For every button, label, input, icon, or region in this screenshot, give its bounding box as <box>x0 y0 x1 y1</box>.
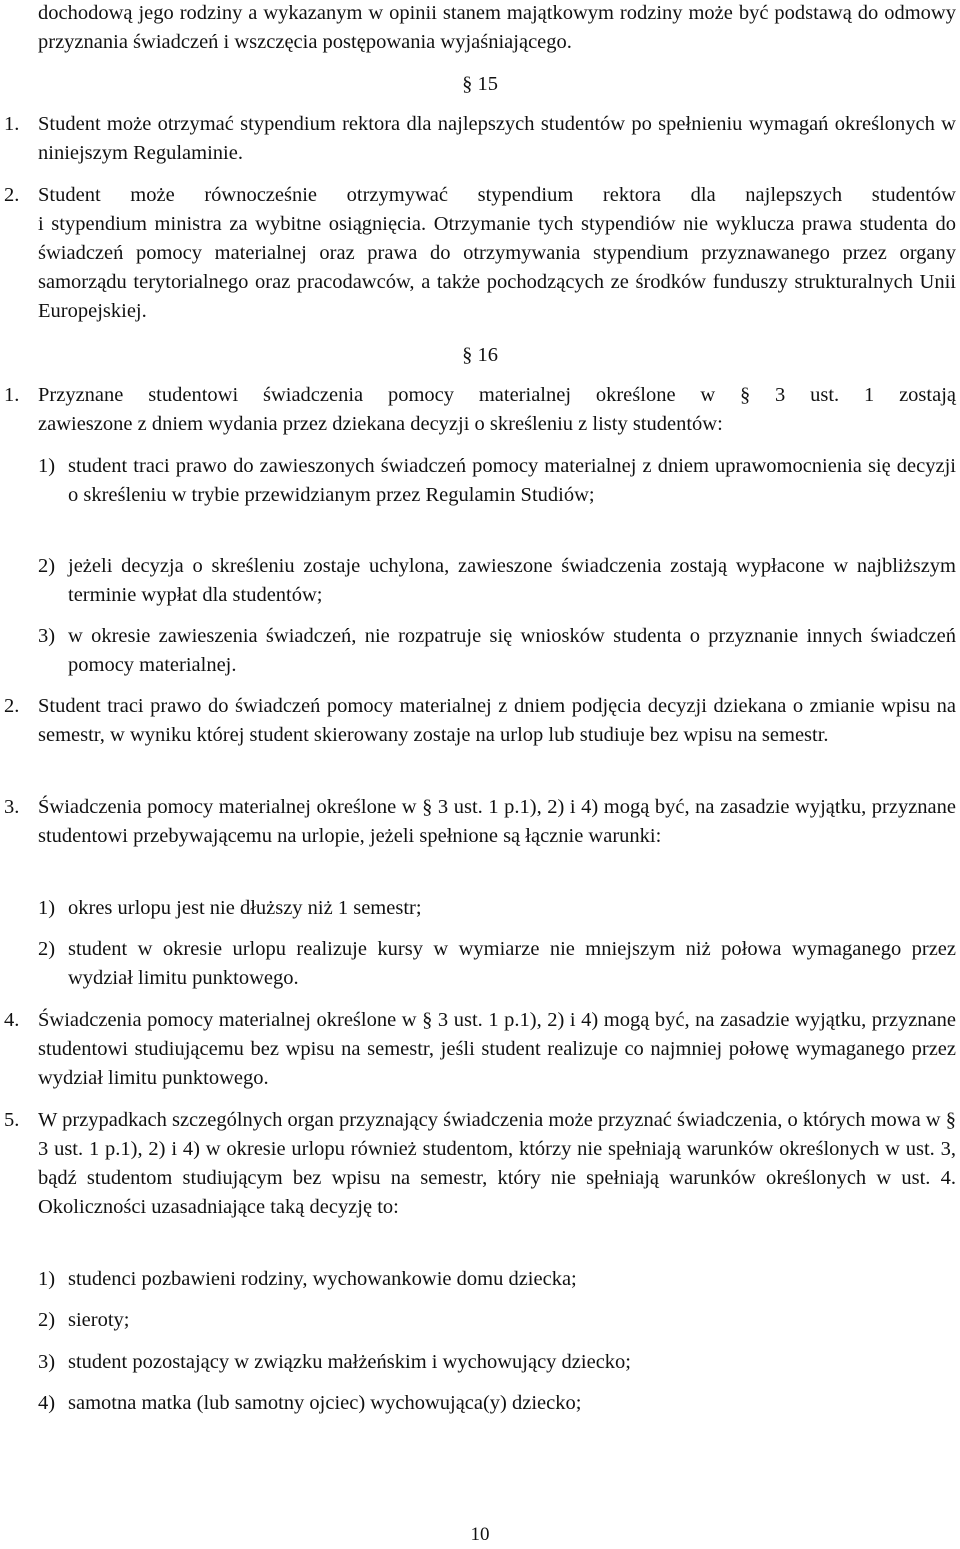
paragraph-number: 5. <box>4 1109 20 1131</box>
list-item-number: 3) <box>38 1351 56 1373</box>
paragraph-number: 4. <box>4 1009 20 1031</box>
list-item-text: jeżeli decyzja o skreśleniu zostaje uchylona, zawieszone świadczenia zostają wypłacone w najbliższym terminie wypłat dla studentów; <box>68 555 956 606</box>
paragraph-number: 2. <box>4 184 20 206</box>
list-item-number: 1) <box>38 897 56 919</box>
list-item-number: 2) <box>38 555 56 577</box>
list-item-text: okres urlopu jest nie dłuższy niż 1 semestr; <box>68 897 422 919</box>
list-item-text: student pozostający w związku małżeńskim i wychowujący dziecko; <box>68 1351 631 1373</box>
paragraph-text: Świadczenia pomocy materialnej określone w § 3 ust. 1 p.1), 2) i 4) mogą być, na zasadzie wyjątku, przyznane studentowi przebywającemu na urlopie, jeżeli spełnione są łącznie warunki: <box>38 796 956 847</box>
list-item-text: student w okresie urlopu realizuje kursy w wymiarze nie mniejszym niż połowa wymaganego przez wydział limitu punktowego. <box>68 938 956 989</box>
paragraph-text-rest: zawieszone z dniem wydania przez dziekana decyzji o skreśleniu z listy studentów: <box>38 413 723 435</box>
intro-paragraph: dochodową jego rodziny a wykazanym w opinii stanem majątkowym rodziny może być podstawą do odmowy przyznania świadczeń i wszczęcia postępowania wyjaśniającego. <box>38 2 956 53</box>
list-item-text: w okresie zawieszenia świadczeń, nie rozpatruje się wniosków studenta o przyznanie innych świadczeń pomocy materialnej. <box>68 625 956 676</box>
list-item-number: 4) <box>38 1392 56 1414</box>
paragraph-text-line-1: Student może równocześnie otrzymywać stypendium rektora dla najlepszych studentów <box>38 184 956 206</box>
paragraph-text: Student traci prawo do świadczeń pomocy materialnej z dniem podjęcia decyzji dziekana o zmianie wpisu na semestr, w wyniku której student skierowany zostaje na urlop lub studiuje bez wpisu na semestr. <box>38 695 956 746</box>
list-item-text: sieroty; <box>68 1309 130 1331</box>
paragraph-text: Świadczenia pomocy materialnej określone w § 3 ust. 1 p.1), 2) i 4) mogą być, na zasadzie wyjątku, przyznane studentowi studiującemu bez wpisu na semestr, jeśli student realizuje co najmniej połowę wymaganego przez wydział limitu punktowego. <box>38 1009 956 1089</box>
list-item-text: student traci prawo do zawieszonych świadczeń pomocy materialnej z dniem uprawomocnienia się decyzji o skreśleniu w trybie przewidzianym przez Regulamin Studiów; <box>68 455 956 506</box>
paragraph-number: 1. <box>4 113 20 135</box>
paragraph-number: 3. <box>4 796 20 818</box>
list-item-number: 1) <box>38 455 56 477</box>
paragraph-number: 2. <box>4 695 20 717</box>
section-16-heading: § 16 <box>462 344 498 366</box>
paragraph-number: 1. <box>4 384 20 406</box>
page-number: 10 <box>470 1524 490 1545</box>
list-item-number: 3) <box>38 625 56 647</box>
list-item-number: 2) <box>38 1309 56 1331</box>
list-item-number: 2) <box>38 938 56 960</box>
list-item-text: samotna matka (lub samotny ojciec) wychowująca(y) dziecko; <box>68 1392 582 1414</box>
paragraph-text: W przypadkach szczególnych organ przyznający świadczenia może przyznać świadczenia, o których mowa w § 3 ust. 1 p.1), 2) i 4) w okresie urlopu również studentom, którzy nie spełniają warunków określonych w ust. 3, bądź studentom studiującym bez wpisu na semestr, który nie spełniają warunków określonych w ust. 4. Okoliczności uzasadniające taką decyzję to: <box>38 1109 956 1218</box>
section-15-heading: § 15 <box>462 73 498 95</box>
list-item-number: 1) <box>38 1268 56 1290</box>
list-item-text: studenci pozbawieni rodziny, wychowankowie domu dziecka; <box>68 1268 577 1290</box>
paragraph-text-rest: i stypendium ministra za wybitne osiągnięcia. Otrzymanie tych stypendiów nie wyklucza prawa studenta do świadczeń pomocy materialnej oraz prawa do otrzymywania stypendium przyznawanego przez organy samorządu terytorialnego oraz pracodawców, a także pochodzących ze środków funduszy strukturalnych Unii Europejskiej. <box>38 213 956 322</box>
paragraph-text-line-1: Przyznane studentowi świadczenia pomocy materialnej określone w § 3 ust. 1 zostają <box>38 384 956 406</box>
paragraph-text: Student może otrzymać stypendium rektora dla najlepszych studentów po spełnieniu wymagań określonych w niniejszym Regulaminie. <box>38 113 956 164</box>
